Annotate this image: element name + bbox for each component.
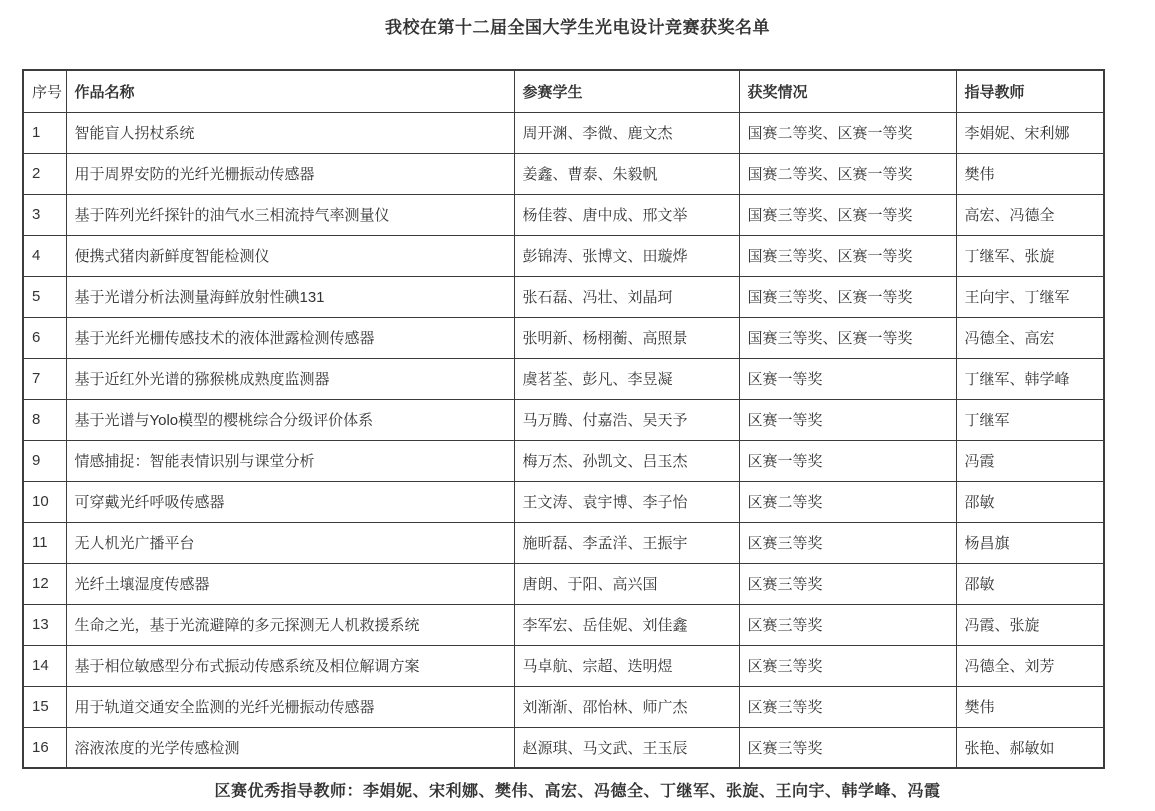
- row-index-cell: 5: [23, 276, 66, 317]
- work-name-cell: 可穿戴光纤呼吸传感器: [66, 481, 514, 522]
- advisors-cell: 樊伟: [956, 686, 1104, 727]
- row-index-cell: 1: [23, 112, 66, 153]
- award-cell: 区赛三等奖: [739, 563, 956, 604]
- advisors-cell: 冯霞: [956, 440, 1104, 481]
- award-cell: 区赛三等奖: [739, 686, 956, 727]
- table-row: [23, 194, 1104, 235]
- award-cell: 国赛三等奖、区赛一等奖: [739, 194, 956, 235]
- row-index-cell: 8: [23, 399, 66, 440]
- award-cell: 区赛一等奖: [739, 358, 956, 399]
- table-row: [23, 686, 1104, 727]
- work-name-cell: 用于轨道交通安全监测的光纤光栅振动传感器: [66, 686, 514, 727]
- work-name-cell: 用于周界安防的光纤光栅振动传感器: [66, 153, 514, 194]
- work-name-cell: 溶液浓度的光学传感检测: [66, 727, 514, 768]
- table-row: [23, 276, 1104, 317]
- advisors-cell: 冯德全、高宏: [956, 317, 1104, 358]
- award-table-body: [23, 112, 1104, 768]
- table-row: [23, 358, 1104, 399]
- table-row: [23, 481, 1104, 522]
- row-index-cell: 11: [23, 522, 66, 563]
- award-cell: 国赛二等奖、区赛一等奖: [739, 112, 956, 153]
- students-cell: 梅万杰、孙凯文、吕玉杰: [514, 440, 739, 481]
- table-row: [23, 153, 1104, 194]
- row-index-cell: 13: [23, 604, 66, 645]
- award-cell: 区赛三等奖: [739, 522, 956, 563]
- work-name-cell: 智能盲人拐杖系统: [66, 112, 514, 153]
- work-name-cell: 基于近红外光谱的猕猴桃成熟度监测器: [66, 358, 514, 399]
- advisors-cell: 冯德全、刘芳: [956, 645, 1104, 686]
- work-name-cell: 基于光谱与Yolo模型的樱桃综合分级评价体系: [66, 399, 514, 440]
- row-index-cell: 4: [23, 235, 66, 276]
- footer-note: 区赛优秀指导教师：李娟妮、宋利娜、樊伟、高宏、冯德全、丁继军、张旋、王向宇、韩学峰、冯霞: [214, 783, 941, 800]
- advisors-cell: 王向宇、丁继军: [956, 276, 1104, 317]
- row-index-cell: 2: [23, 153, 66, 194]
- students-cell: 马卓航、宗超、迭明煜: [514, 645, 739, 686]
- advisors-cell: 丁继军: [956, 399, 1104, 440]
- work-name-cell: 基于光纤光栅传感技术的液体泄露检测传感器: [66, 317, 514, 358]
- work-name-cell: 基于光谱分析法测量海鲜放射性碘131: [66, 276, 514, 317]
- table-row: [23, 112, 1104, 153]
- award-cell: 区赛三等奖: [739, 727, 956, 768]
- students-cell: 刘渐渐、邵怡林、师广杰: [514, 686, 739, 727]
- advisors-cell: 邵敏: [956, 563, 1104, 604]
- award-cell: 区赛二等奖: [739, 481, 956, 522]
- award-cell: 国赛三等奖、区赛一等奖: [739, 276, 956, 317]
- award-cell: 国赛三等奖、区赛一等奖: [739, 317, 956, 358]
- students-cell: 王文涛、袁宇博、李子怡: [514, 481, 739, 522]
- work-name-cell: 光纤土壤湿度传感器: [66, 563, 514, 604]
- students-cell: 唐朗、于阳、高兴国: [514, 563, 739, 604]
- award-cell: 区赛一等奖: [739, 399, 956, 440]
- students-cell: 张石磊、冯壮、刘晶珂: [514, 276, 739, 317]
- table-row: [23, 522, 1104, 563]
- work-name-cell: 无人机光广播平台: [66, 522, 514, 563]
- row-index-cell: 6: [23, 317, 66, 358]
- header-row: [23, 70, 1104, 112]
- advisors-cell: 李娟妮、宋利娜: [956, 112, 1104, 153]
- advisors-cell: 张艳、郝敏如: [956, 727, 1104, 768]
- work-name-cell: 基于阵列光纤探针的油气水三相流持气率测量仪: [66, 194, 514, 235]
- students-cell: 张明新、杨栩蘅、高照景: [514, 317, 739, 358]
- award-cell: 国赛二等奖、区赛一等奖: [739, 153, 956, 194]
- page-title: 我校在第十二届全国大学生光电设计竞赛获奖名单: [385, 18, 770, 37]
- award-cell: 国赛三等奖、区赛一等奖: [739, 235, 956, 276]
- students-cell: 杨佳蓉、唐中成、邢文举: [514, 194, 739, 235]
- table-row: [23, 563, 1104, 604]
- advisors-cell: 邵敏: [956, 481, 1104, 522]
- award-cell: 区赛三等奖: [739, 645, 956, 686]
- row-index-cell: 16: [23, 727, 66, 768]
- award-cell: 区赛三等奖: [739, 604, 956, 645]
- students-cell: 姜鑫、曹泰、朱毅帆: [514, 153, 739, 194]
- work-name-cell: 生命之光，基于光流避障的多元探测无人机救援系统: [66, 604, 514, 645]
- header-advisors: 指导教师: [956, 70, 1104, 112]
- table-row: [23, 235, 1104, 276]
- work-name-cell: 基于相位敏感型分布式振动传感系统及相位解调方案: [66, 645, 514, 686]
- students-cell: 李军宏、岳佳妮、刘佳鑫: [514, 604, 739, 645]
- advisors-cell: 冯霞、张旋: [956, 604, 1104, 645]
- table-row: [23, 604, 1104, 645]
- advisors-cell: 丁继军、韩学峰: [956, 358, 1104, 399]
- students-cell: 彭锦涛、张博文、田璇烨: [514, 235, 739, 276]
- row-index-cell: 7: [23, 358, 66, 399]
- advisors-cell: 高宏、冯德全: [956, 194, 1104, 235]
- row-index-cell: 9: [23, 440, 66, 481]
- students-cell: 马万腾、付嘉浩、吴天予: [514, 399, 739, 440]
- header-students: 参赛学生: [514, 70, 739, 112]
- award-cell: 区赛一等奖: [739, 440, 956, 481]
- row-index-cell: 15: [23, 686, 66, 727]
- advisors-cell: 樊伟: [956, 153, 1104, 194]
- table-row: [23, 645, 1104, 686]
- students-cell: 虞茗荃、彭凡、李昱凝: [514, 358, 739, 399]
- table-row: [23, 440, 1104, 481]
- header-index: 序号: [23, 70, 66, 112]
- header-award: 获奖情况: [739, 70, 956, 112]
- header-work: 作品名称: [66, 70, 514, 112]
- row-index-cell: 14: [23, 645, 66, 686]
- award-table: [22, 69, 1105, 769]
- table-row: [23, 317, 1104, 358]
- award-table-header: [23, 70, 1104, 112]
- students-cell: 施昕磊、李孟洋、王振宇: [514, 522, 739, 563]
- table-row: [23, 399, 1104, 440]
- advisors-cell: 杨昌旗: [956, 522, 1104, 563]
- advisors-cell: 丁继军、张旋: [956, 235, 1104, 276]
- students-cell: 赵源琪、马文武、王玉辰: [514, 727, 739, 768]
- row-index-cell: 3: [23, 194, 66, 235]
- work-name-cell: 便携式猪肉新鲜度智能检测仪: [66, 235, 514, 276]
- row-index-cell: 10: [23, 481, 66, 522]
- work-name-cell: 情感捕捉：智能表情识别与课堂分析: [66, 440, 514, 481]
- students-cell: 周开渊、李微、鹿文杰: [514, 112, 739, 153]
- table-row: [23, 727, 1104, 768]
- row-index-cell: 12: [23, 563, 66, 604]
